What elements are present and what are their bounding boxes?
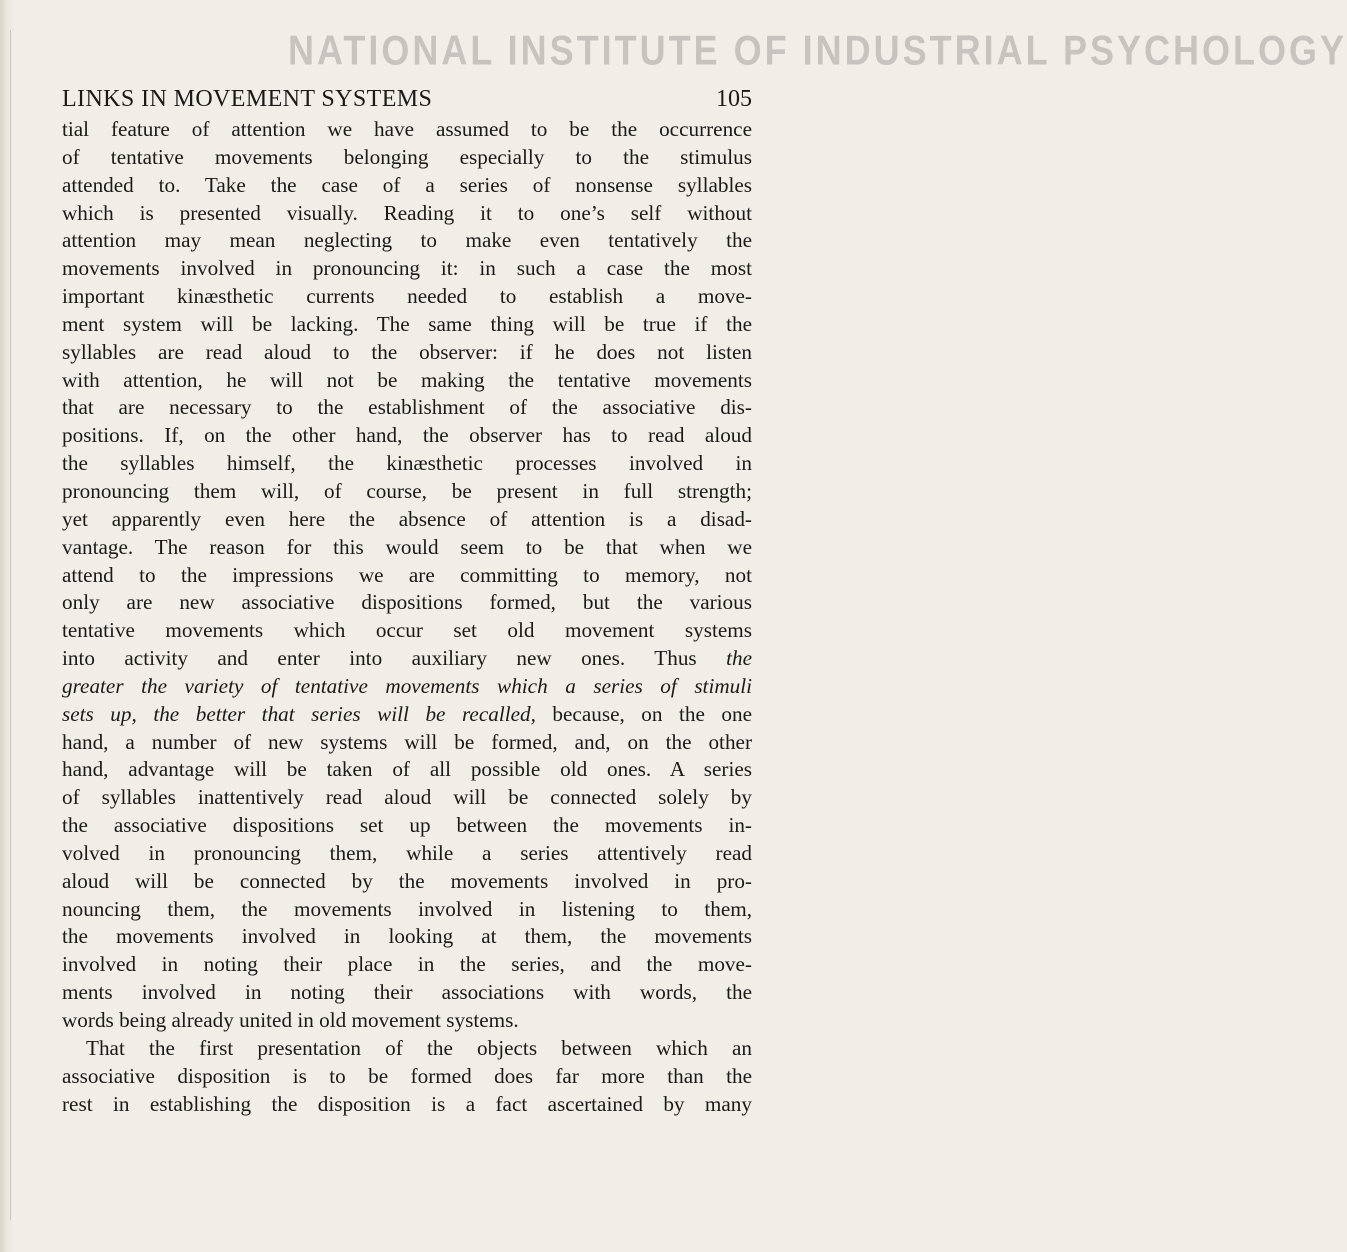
text-line: ment system will be lacking. The same thing will be true if the (62, 311, 752, 336)
library-stamp-watermark: NATIONAL INSTITUTE OF INDUSTRIAL PSYCHOLOGY (288, 26, 1347, 74)
text-line: volved in pronouncing them, while a series attentively read (62, 840, 752, 865)
text-segment: because, on the one (552, 701, 753, 726)
text-line: which is presented visually. Reading it to one’s self without (62, 200, 752, 225)
page-binding-edge (0, 0, 14, 1252)
italic-segment: the (726, 646, 752, 671)
text-line: syllables are read aloud to the observer: if he does not listen (62, 339, 752, 364)
text-line: attended to. Take the case of a series of nonsense syllables (62, 172, 752, 197)
text-line: of syllables inattentively read aloud will be connected solely by (62, 785, 752, 810)
text-line: the movements involved in looking at them, the movements (62, 924, 752, 949)
text-line: ments involved in noting their associations with words, the (62, 980, 752, 1005)
page-number: 105 (716, 86, 752, 112)
text-line (62, 701, 752, 729)
text-line: movements involved in pronouncing it: in such a case the most (62, 256, 752, 281)
text-line: of tentative movements belonging especially to the stimulus (62, 144, 752, 169)
text-line (62, 645, 752, 673)
text-line: attend to the impressions we are committing to memory, not (62, 562, 752, 587)
text-line: attention may mean neglecting to make even tentatively the (62, 228, 752, 253)
text-line: positions. If, on the other hand, the observer has to read aloud (62, 423, 752, 448)
text-line: associative disposition is to be formed does far more than the (62, 1063, 752, 1088)
text-line: That the first presentation of the objects between which an (86, 1035, 752, 1060)
text-line: hand, a number of new systems will be formed, and, on the other (62, 729, 752, 754)
text-line (62, 673, 752, 701)
text-line: pronouncing them will, of course, be present in full strength; (62, 478, 752, 503)
text-segment: into activity and enter into auxiliary new ones. Thus (62, 646, 697, 671)
text-line: words being already united in old movement systems. (62, 1008, 519, 1032)
text-line: with attention, he will not be making the tentative movements (62, 367, 752, 392)
text-line: rest in establishing the disposition is a fact ascertained by many (62, 1091, 752, 1116)
italic-segment: the better that series will be recalled, (153, 701, 536, 726)
italic-segment: sets up, (62, 701, 137, 726)
text-line: important kinæsthetic currents needed to establish a move- (62, 284, 752, 309)
text-line: the syllables himself, the kinæsthetic processes involved in (62, 451, 752, 476)
text-line: nouncing them, the movements involved in listening to them, (62, 896, 752, 921)
text-line: yet apparently even here the absence of attention is a disad- (62, 506, 752, 531)
page-binding-line (10, 30, 11, 1220)
italic-segment: greater the variety of tentative movements which a series of stimuli (62, 673, 752, 698)
running-title: LINKS IN MOVEMENT SYSTEMS (62, 86, 433, 112)
running-header (62, 82, 752, 116)
text-line: aloud will be connected by the movements involved in pro- (62, 868, 752, 893)
text-line: vantage. The reason for this would seem to be that when we (62, 534, 752, 559)
body-text (62, 116, 752, 1118)
text-line: tial feature of attention we have assumed to be the occurrence (62, 117, 752, 141)
text-line: that are necessary to the establishment of the associative dis- (62, 395, 752, 420)
text-line: tentative movements which occur set old movement systems (62, 618, 752, 643)
text-line: only are new associative dispositions formed, but the various (62, 590, 752, 615)
text-line: the associative dispositions set up between the movements in- (62, 813, 752, 838)
text-line: hand, advantage will be taken of all possible old ones. A series (62, 757, 752, 782)
text-line: involved in noting their place in the series, and the move- (62, 952, 752, 977)
